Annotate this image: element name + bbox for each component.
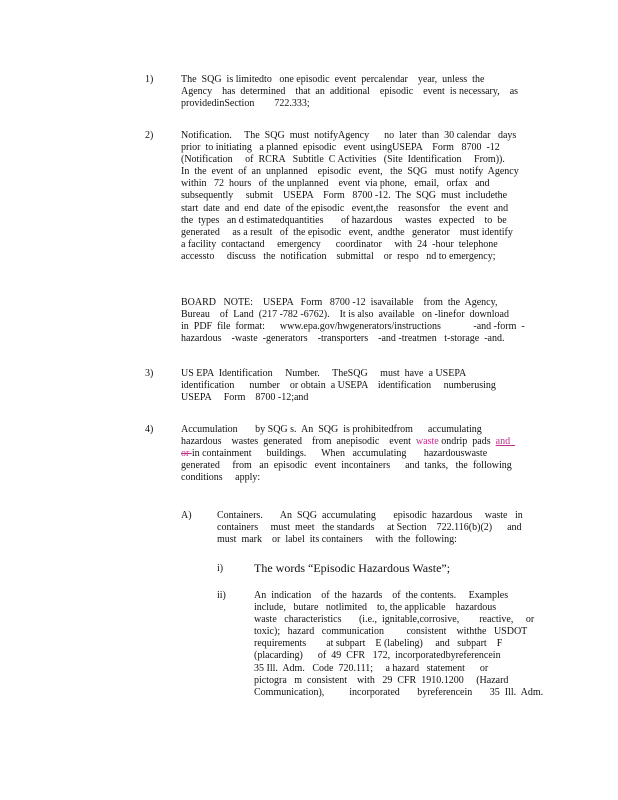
text-line: Accumulation by SQG s. An SQG is prohibitedfrom accumulating bbox=[181, 424, 482, 435]
text-line: identification number or obtain a USEPA identification numberusing bbox=[181, 380, 496, 392]
text-line: containers must meet the standards at Section 722.116(b)(2) and bbox=[217, 522, 522, 534]
item-text bbox=[254, 562, 534, 574]
inserted-text: and bbox=[495, 436, 511, 448]
item-number: ii) bbox=[217, 590, 226, 601]
text-line: subsequently submit USEPA Form 8700 -12. The SQG must includethe bbox=[181, 190, 508, 202]
item-text bbox=[254, 590, 544, 699]
text-line: The words “Episodic Hazardous Waste”; bbox=[254, 561, 451, 575]
text-line: start date and end date of the episodic event,the reasonsfor the event and bbox=[181, 202, 509, 214]
item-number: 4) bbox=[145, 424, 154, 435]
text-line: in PDF file format: www.epa.gov/hwgenerators/instructions -and -form - bbox=[181, 321, 525, 333]
item-text bbox=[181, 368, 531, 404]
text-line: Notification. The SQG must notifyAgency no later than 30 calendar days bbox=[181, 130, 517, 141]
text-line: An indication of the hazards of the contents. Examples bbox=[254, 590, 509, 601]
inserted-text: waste bbox=[415, 436, 439, 448]
item-text bbox=[181, 130, 531, 263]
text-line: providedinSection 722.333; bbox=[181, 98, 310, 110]
text-run: ondrip pads bbox=[438, 436, 496, 448]
text-line: requirements at subpart E (labeling) and subpart F bbox=[254, 638, 503, 650]
text-line: prior to initiating a planned episodic event usingUSEPA Form 8700 -12 bbox=[181, 142, 500, 154]
text-line bbox=[181, 436, 531, 448]
text-line: In the event of an unplanned episodic event, the SQG must notify Agency bbox=[181, 166, 519, 178]
board-note bbox=[181, 297, 531, 345]
text-line: Bureau of Land (217 -782 -6762). It is also available on -linefor download bbox=[181, 309, 509, 321]
text-line: toxic); hazard communication consistent withthe USDOT bbox=[254, 626, 528, 638]
item-text bbox=[181, 424, 531, 484]
text-line: 35 Ill. Adm. Code 720.111; a hazard statement or bbox=[254, 662, 489, 674]
inserted-text bbox=[510, 436, 515, 447]
text-line: US EPA Identification Number. TheSQG must have a USEPA bbox=[181, 368, 467, 379]
text-line: include, butare notlimited to, the applicable hazardous bbox=[254, 602, 497, 614]
text-line: waste characteristics (i.e., ignitable,corrosive, reactive, or bbox=[254, 614, 535, 626]
text-line: pictogra m consistent with 29 CFR 1910.1200 (Hazard bbox=[254, 674, 509, 686]
item-number: 3) bbox=[145, 368, 154, 379]
item-number: 1) bbox=[145, 74, 154, 85]
text-line: (Notification of RCRA Subtitle C Activities (Site Identification From)). bbox=[181, 154, 505, 166]
text-line: the types an d estimatedquantities of hazardous wastes expected to be bbox=[181, 214, 507, 226]
deleted-text: or bbox=[181, 448, 192, 460]
text-line: hazardous -waste -generators -transporters -and -treatmen t-storage -and. bbox=[181, 333, 505, 345]
text-line: Containers. An SQG accumulating episodic hazardous waste in bbox=[217, 510, 523, 521]
text-line: generated from an episodic event incontainers and tanks, the following bbox=[181, 460, 512, 472]
text-line: within 72 hours of the unplanned event via phone, email, orfax and bbox=[181, 178, 490, 190]
text-line: a facility contactand emergency coordinator with 24 -hour telephone bbox=[181, 238, 498, 250]
text-run: in containment buildings. When accumulating hazardouswaste bbox=[191, 448, 488, 460]
text-line: (placarding) of 49 CFR 172, incorporatedbyreferencein bbox=[254, 650, 501, 662]
item-number: i) bbox=[217, 563, 224, 574]
item-text bbox=[217, 510, 531, 546]
text-line: generated as a result of the episodic event, andthe generator must identify bbox=[181, 226, 513, 238]
text-line: accessto discuss the notification submittal or respo nd to emergency; bbox=[181, 250, 496, 262]
item-number: 2) bbox=[145, 130, 154, 141]
text-run: hazardous wastes generated from anepisodic event bbox=[181, 436, 416, 448]
text-line: conditions apply: bbox=[181, 472, 261, 484]
text-line: USEPA Form 8700 -12;and bbox=[181, 392, 309, 404]
text-line: BOARD NOTE: USEPA Form 8700 -12 isavailable from the Agency, bbox=[181, 297, 498, 308]
item-number: A) bbox=[181, 510, 192, 521]
text-line bbox=[181, 448, 531, 460]
text-line: must mark or label its containers with the following: bbox=[217, 534, 457, 546]
text-line: The SQG is limitedto one episodic event percalendar year, unless the bbox=[181, 74, 485, 85]
text-line: Communication), incorporated byreferencein 35 Ill. Adm. bbox=[254, 686, 544, 698]
item-text bbox=[181, 74, 531, 110]
text-line: Agency has determined that an additional episodic event is necessary, as bbox=[181, 86, 519, 98]
